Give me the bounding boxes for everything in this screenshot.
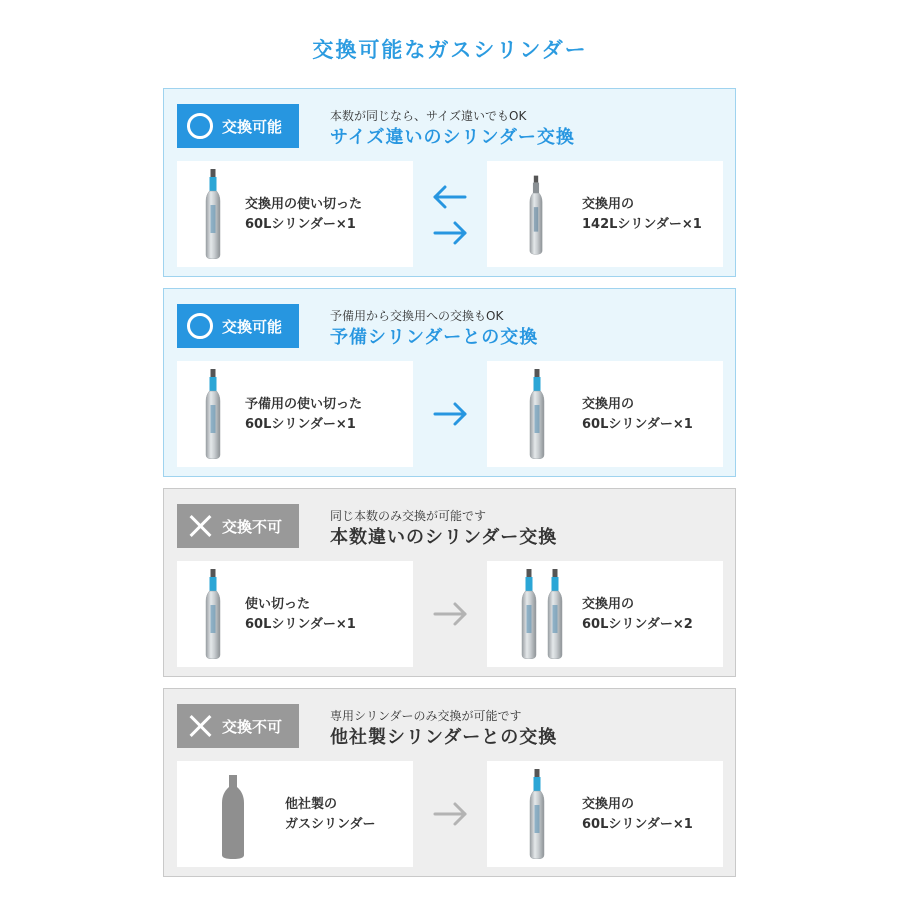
- page-title: 交換可能なガスシリンダー: [312, 38, 588, 62]
- cylinder-60l-icon: [547, 569, 563, 659]
- cross-icon: [187, 513, 213, 539]
- cylinder-60l-icon: [205, 369, 221, 459]
- right-arrow-icon: [429, 799, 471, 829]
- generic-gas-cylinder-icon: [221, 775, 245, 859]
- status-badge: [177, 504, 299, 548]
- source-cylinder-card: [177, 361, 413, 467]
- cylinder-60l-icon: [529, 769, 545, 859]
- exchange-panel-quantity-difference: [163, 488, 736, 677]
- cross-icon: [187, 713, 213, 739]
- target-cylinder-card: [487, 761, 723, 867]
- exchange-panel-spare-cylinder: [163, 288, 736, 477]
- status-badge: [177, 104, 299, 148]
- circle-icon: [187, 313, 213, 339]
- source-cylinder-card: [177, 561, 413, 667]
- right-arrow-icon: [429, 599, 471, 629]
- source-cylinder-label: 交換用の使い切った 60Lシリンダー×1: [245, 197, 363, 232]
- panel-heading: サイズ違いのシリンダー交換: [330, 127, 575, 148]
- panel-heading: 予備シリンダーとの交換: [330, 327, 539, 348]
- panel-note: 本数が同じなら、サイズ違いでもOK: [330, 109, 527, 123]
- target-cylinder-label: 交換用の 60Lシリンダー×1: [582, 397, 693, 432]
- cylinder-60l-icon: [205, 169, 221, 259]
- panel-note: 専用シリンダーのみ交換が可能です: [330, 709, 522, 723]
- target-cylinder-label: 交換用の 60Lシリンダー×1: [582, 797, 693, 832]
- panel-note: 予備用から交換用への交換もOK: [330, 309, 504, 323]
- target-cylinder-card: [487, 361, 723, 467]
- panel-heading: 他社製シリンダーとの交換: [330, 727, 558, 748]
- status-badge-label: 交換可能: [222, 117, 283, 136]
- status-badge: [177, 704, 299, 748]
- panel-heading: 本数違いのシリンダー交換: [330, 527, 558, 548]
- exchange-panel-size-difference: [163, 88, 736, 277]
- bidirectional-arrow-icon: [429, 185, 471, 247]
- status-badge-label: 交換不可: [222, 517, 283, 536]
- source-cylinder-card: [177, 161, 413, 267]
- source-cylinder-label: 予備用の使い切った 60Lシリンダー×1: [245, 397, 363, 432]
- cylinder-60l-icon: [205, 569, 221, 659]
- source-cylinder-card: [177, 761, 413, 867]
- target-cylinder-label: 交換用の 142Lシリンダー×1: [582, 197, 702, 232]
- circle-icon: [187, 113, 213, 139]
- panel-note: 同じ本数のみ交換が可能です: [330, 509, 487, 523]
- target-cylinder-card: [487, 561, 723, 667]
- cylinder-60l-icon: [521, 569, 537, 659]
- cylinder-60l-icon: [529, 369, 545, 459]
- target-cylinder-label: 交換用の 60Lシリンダー×2: [582, 597, 693, 632]
- status-badge-label: 交換可能: [222, 317, 283, 336]
- exchange-panel-other-brand: [163, 688, 736, 877]
- source-cylinder-label: 使い切った 60Lシリンダー×1: [245, 597, 356, 632]
- status-badge: [177, 304, 299, 348]
- right-arrow-icon: [429, 399, 471, 429]
- target-cylinder-card: [487, 161, 723, 267]
- cylinder-142l-icon: [529, 175, 543, 255]
- status-badge-label: 交換不可: [222, 717, 283, 736]
- source-cylinder-label: 他社製の ガスシリンダー: [285, 797, 376, 832]
